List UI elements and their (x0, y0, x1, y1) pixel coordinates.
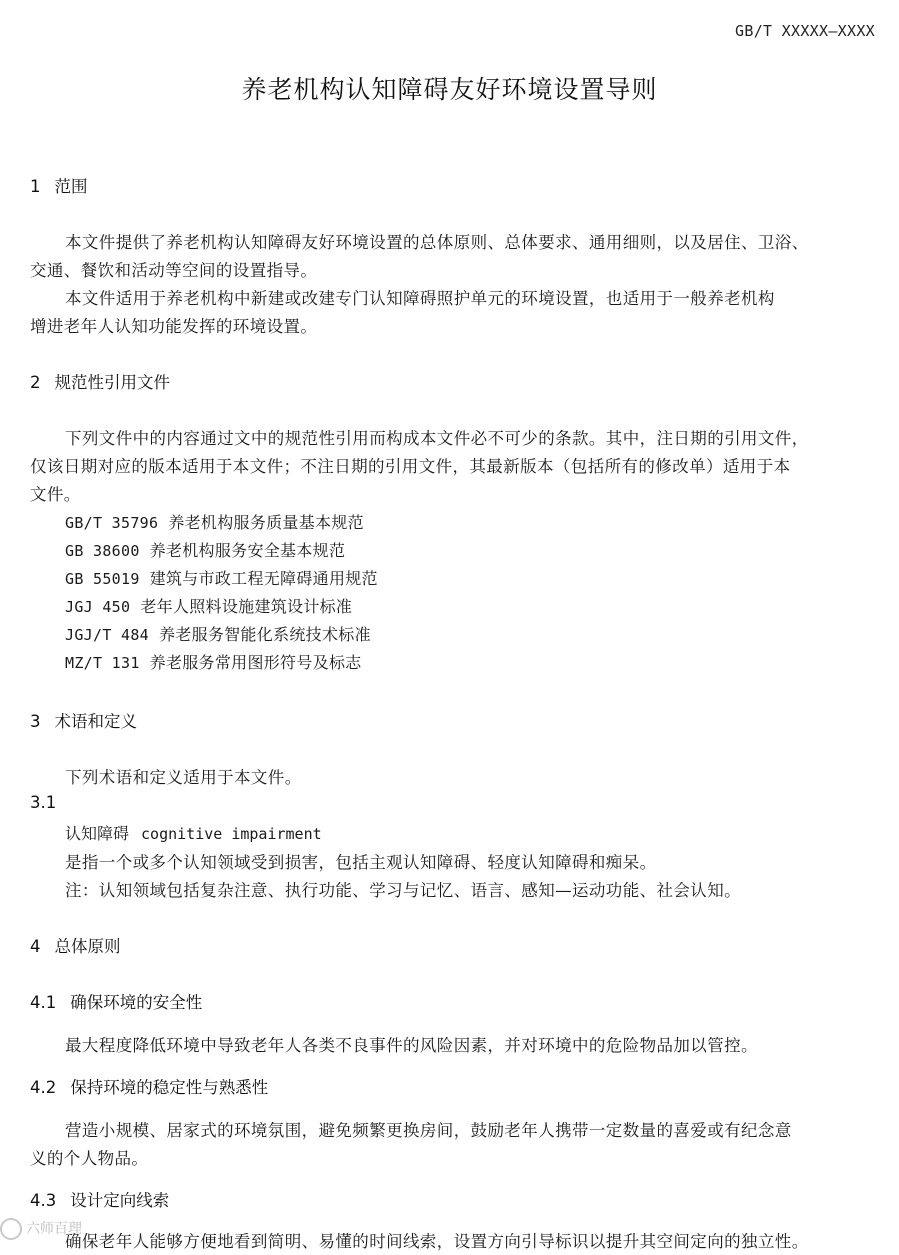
paragraph-line: 确保老年人能够方便地看到简明、易懂的时间线索，设置方向引导标识以提升其空间定向的独立性。 (65, 1232, 809, 1251)
paragraph-line: 最大程度降低环境中导致老年人各类不良事件的风险因素，并对环境中的危险物品加以管控。 (65, 1036, 758, 1055)
term-number: 3.1 (30, 793, 57, 812)
paragraph-line: 增进老年人认知功能发挥的环境设置。 (30, 317, 318, 336)
reference-item (65, 650, 362, 673)
subsection-number: 4.3 (30, 1191, 57, 1210)
paragraph-line: 本文件提供了养老机构认知障碍友好环境设置的总体原则、总体要求、通用细则，以及居住、卫浴、 (65, 233, 809, 252)
document-title: 养老机构认知障碍友好环境设置导则 (241, 75, 658, 104)
section-3-heading (30, 708, 137, 732)
term-english: cognitive impairment (141, 825, 322, 843)
term-definition: 是指一个或多个认知领域受到损害，包括主观认知障碍、轻度认知障碍和痴呆。 (65, 853, 657, 872)
subsection-4-1-heading (30, 989, 202, 1013)
reference-code: GB 55019 (65, 570, 140, 588)
paragraph-line: 下列术语和定义适用于本文件。 (65, 768, 302, 787)
subsection-4-3-heading (30, 1187, 169, 1211)
paragraph-line: 交通、餐饮和活动等空间的设置指导。 (30, 261, 318, 280)
reference-code: JGJ 450 (65, 598, 131, 616)
subsection-title: 设计定向线索 (70, 1191, 170, 1210)
reference-item (65, 566, 378, 589)
section-title: 术语和定义 (54, 712, 137, 731)
paragraph-line: 下列文件中的内容通过文中的规范性引用而构成本文件必不可少的条款。其中，注日期的引用文件， (65, 429, 809, 448)
section-1-heading (30, 173, 88, 197)
standard-code: GB/T XXXXX—XXXX (735, 22, 875, 40)
subsection-number: 4.1 (30, 993, 57, 1012)
section-title: 总体原则 (54, 937, 121, 956)
section-title: 范围 (54, 177, 88, 196)
reference-code: JGJ/T 484 (65, 626, 149, 644)
reference-code: GB/T 35796 (65, 514, 159, 532)
reference-code: MZ/T 131 (65, 654, 140, 672)
watermark-logo-icon (0, 1218, 22, 1240)
section-4-heading (30, 933, 121, 957)
subsection-4-2-heading (30, 1074, 268, 1098)
paragraph-line: 文件。 (30, 485, 81, 504)
reference-item (65, 622, 371, 645)
section-title: 规范性引用文件 (54, 373, 170, 392)
subsection-number: 4.2 (30, 1078, 57, 1097)
term-entry (65, 821, 322, 844)
reference-name: 养老机构服务安全基本规范 (149, 541, 346, 560)
watermark-text: 六师百理 (26, 1221, 82, 1237)
reference-name: 建筑与市政工程无障碍通用规范 (149, 569, 378, 588)
paragraph-line: 营造小规模、居家式的环境氛围，避免频繁更换房间，鼓励老年人携带一定数量的喜爱或有纪念意 (65, 1121, 792, 1140)
paragraph-line: 本文件适用于养老机构中新建或改建专门认知障碍照护单元的环境设置，也适用于一般养老机构 (65, 289, 775, 308)
reference-code: GB 38600 (65, 542, 140, 560)
section-2-heading (30, 369, 170, 393)
reference-name: 老年人照料设施建筑设计标准 (140, 597, 353, 616)
subsection-title: 确保环境的安全性 (70, 993, 203, 1012)
section-number: 1 (30, 177, 41, 196)
subsection-title: 保持环境的稳定性与熟悉性 (70, 1078, 269, 1097)
section-number: 3 (30, 712, 41, 731)
term-chinese: 认知障碍 (65, 824, 130, 843)
term-note: 注：认知领域包括复杂注意、执行功能、学习与记忆、语言、感知—运动功能、社会认知。 (65, 881, 741, 900)
paragraph-line: 仅该日期对应的版本适用于本文件；不注日期的引用文件，其最新版本（包括所有的修改单）适用于本 (30, 457, 791, 476)
reference-item (65, 594, 352, 617)
reference-name: 养老机构服务质量基本规范 (168, 513, 364, 532)
reference-item (65, 510, 364, 533)
watermark (0, 1218, 82, 1240)
reference-name: 养老服务常用图形符号及标志 (149, 653, 362, 672)
reference-item (65, 538, 345, 561)
section-number: 2 (30, 373, 41, 392)
paragraph-line: 义的个人物品。 (30, 1149, 149, 1168)
reference-name: 养老服务智能化系统技术标准 (158, 625, 371, 644)
section-number: 4 (30, 937, 41, 956)
